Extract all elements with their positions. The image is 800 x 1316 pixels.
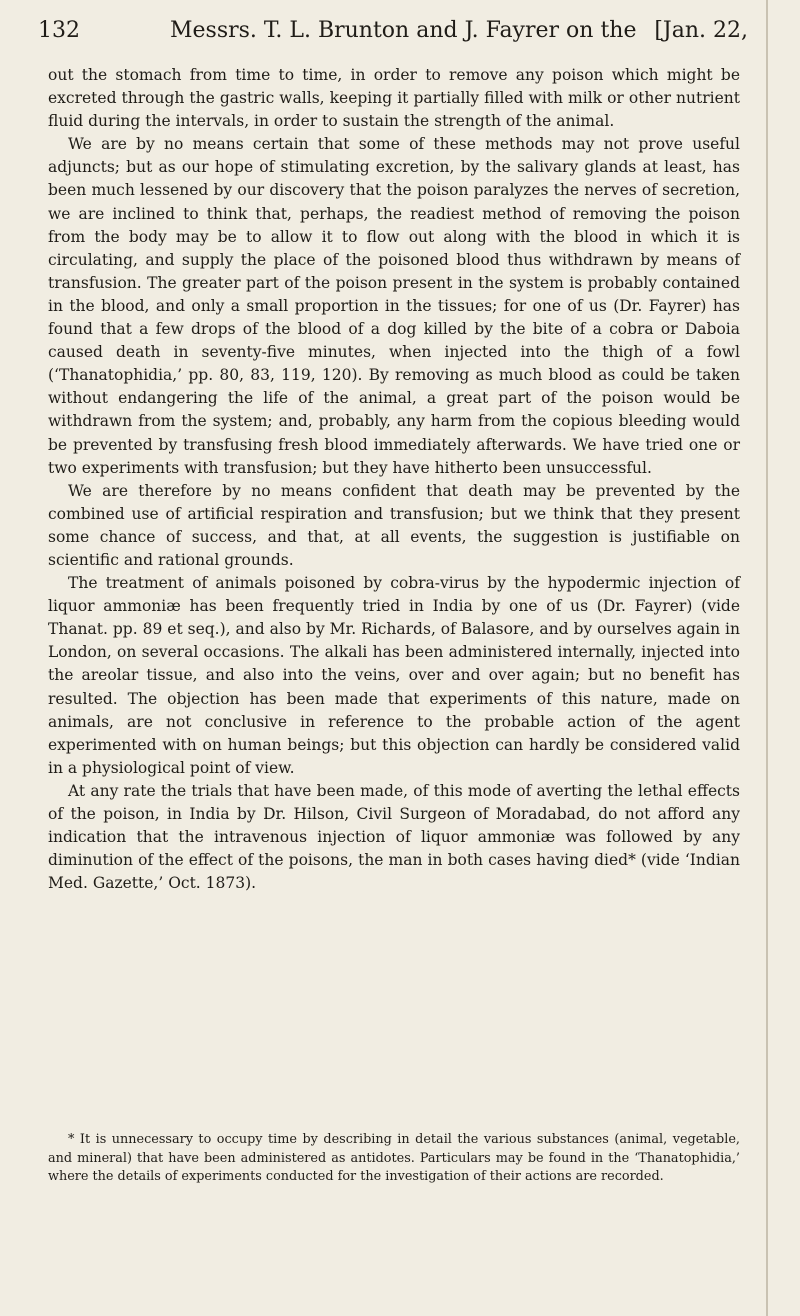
- page-number: 132: [38, 18, 80, 43]
- running-header: [38, 14, 748, 48]
- running-title: Messrs. T. L. Brunton and J. Fayrer on the: [170, 18, 637, 43]
- footnote: [48, 1131, 740, 1187]
- footnote-text: * It is unnecessary to occupy time by describing in detail the various substances (animal, vegetable, and mineral) that have been administered as antidotes. Particulars may be found in the ‘Thanatophidia,’ where the details of experiments conducted for the investigation of their actions are recorded.: [48, 1132, 740, 1185]
- paragraph-5: At any rate the trials that have been made, of this mode of averting the lethal effects of the poison, in India by Dr. Hilson, Civil Surgeon of Moradabad, do not afford any indication that the intravenous injection of liquor ammoniæ was followed by any diminution of the effect of the poisons, the man in both cases having died* (vide ‘Indian Med. Gazette,’ Oct. 1873).: [48, 781, 740, 893]
- header-date: [Jan. 22,: [654, 18, 748, 43]
- body-text: [48, 64, 740, 895]
- paragraph-3: We are therefore by no means confident that death may be prevented by the combined use of artificial respiration and transfusion; but we think that they present some chance of success, and that, at all events, the suggestion is justifiable on scientific and rational grounds.: [48, 481, 740, 569]
- page-edge: [766, 0, 768, 1316]
- paragraph-4: The treatment of animals poisoned by cobra-virus by the hypodermic injection of liquor ammoniæ has been frequently tried in India by one of us (Dr. Fayrer) (vide Thanat. pp. 89 et seq.), and also by Mr. Richards, of Balasore, and by ourselves again in London, on several occasions. The alkali has been administered internally, injected into the areolar tissue, and also into the veins, over and over again; but no benefit has resulted. The objection has been made that experiments of this nature, made on animals, are not conclusive in reference to the probable action of the agent experimented with on human beings; but this objection can hardly be considered valid in a physiological point of view.: [48, 574, 740, 777]
- paragraph-1: out the stomach from time to time, in order to remove any poison which might be excreted through the gastric walls, keeping it partially filled with milk or other nutrient fluid during the intervals, in order to sustain the strength of the animal.: [48, 66, 740, 131]
- paragraph-2: We are by no means certain that some of these methods may not prove useful adjuncts; but as our hope of stimulating excretion, by the salivary glands at least, has been much lessened by our discovery that the poison paralyzes the nerves of secretion, we are inclined to think that, perhaps, the readiest method of removing the poison from the body may be to allow it to flow out along with the blood in which it is circulating, and supply the place of the poisoned blood thus withdrawn by means of transfusion. The greater part of the poison present in the system is probably contained in the blood, and only a small proportion in the tissues; for one of us (Dr. Fayrer) has found that a few drops of the blood of a dog killed by the bite of a cobra or Daboia caused death in seventy-five minutes, when injected into the thigh of a fowl (‘Thanatophidia,’ pp. 80, 83, 119, 120). By removing as much blood as could be taken without endangering the life of the animal, a great part of the poison would be withdrawn from the system; and, probably, any harm from the copious bleeding would be prevented by transfusing fresh blood immediately afterwards. We have tried one or two experiments with transfusion; but they have hitherto been unsuccessful.: [48, 135, 740, 477]
